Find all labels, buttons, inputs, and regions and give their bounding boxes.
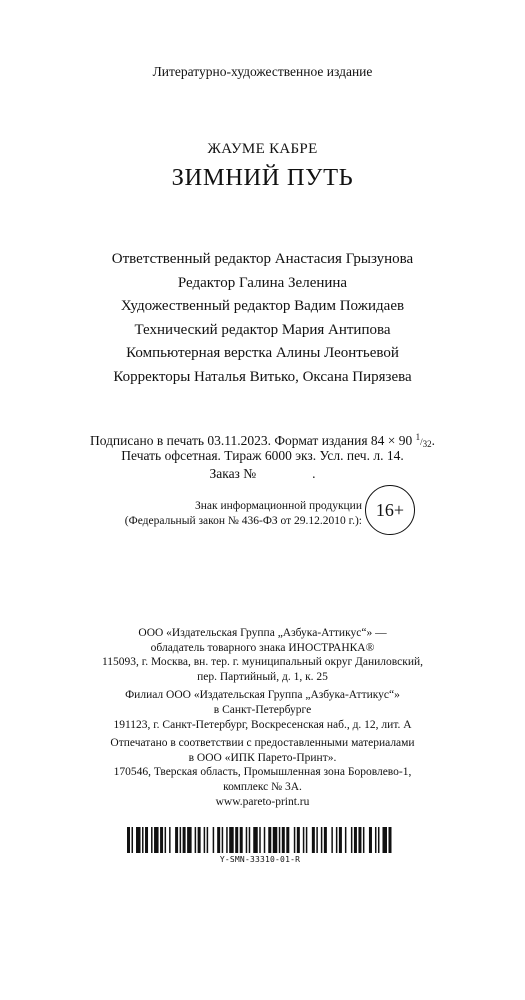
barcode-bar: [229, 827, 234, 853]
editorial-credits: [0, 248, 525, 390]
barcode-bar: [183, 827, 186, 853]
barcode-bar: [151, 827, 153, 853]
book-title: ЗИМНИЙ ПУТЬ: [171, 164, 354, 191]
age-rating-badge: 16+: [365, 485, 415, 535]
barcode-bar: [286, 827, 289, 853]
barcode-bar: [204, 827, 206, 853]
barcode-bar: [246, 827, 248, 853]
barcode-bar: [235, 827, 238, 853]
credit-line: Корректоры Наталья Витько, Оксана Пирязева: [113, 368, 412, 385]
barcode-bar: [294, 827, 296, 853]
barcode-bar: [187, 827, 192, 853]
barcode-bar: [321, 827, 323, 853]
barcode-bar: [160, 827, 163, 853]
barcode-bar: [145, 827, 148, 853]
branch-info: Филиал ООО «Издательская Группа „Азбука-Аттикус“» в Санкт-Петербурге 191123, г. Санкт-Петербург, Воскресенская наб., д. 12, лит. А: [113, 689, 412, 731]
barcode-bar: [303, 827, 305, 853]
imprint-block: [0, 626, 525, 813]
barcode-bar: [180, 827, 182, 853]
barcode-bar: [363, 827, 365, 853]
barcode-bar: [226, 827, 228, 853]
barcode-bar: [154, 827, 159, 853]
barcode-bar: [279, 827, 281, 853]
credit-line: Редактор Галина Зеленина: [177, 274, 348, 291]
barcode-bar: [339, 827, 342, 853]
format-fraction: 1/32: [415, 432, 432, 449]
barcode-bar: [259, 827, 261, 853]
barcode-bar: [375, 827, 377, 853]
barcode-bar: [369, 827, 372, 853]
credit-line: Художественный редактор Вадим Пожидаев: [120, 298, 405, 315]
publisher-info: ООО «Издательская Группа „Азбука-Аттикус“» — обладатель товарного знака ИНОСТРАНКА® 115093, г. Москва, вн. тер. г. муниципальный округ Даниловский, пер. Партийный, д. 1, к. 25: [101, 627, 424, 683]
barcode-bar: [207, 827, 209, 853]
barcode-bar: [198, 827, 201, 853]
barcode-bar: [136, 827, 141, 853]
barcode-bar: [268, 827, 271, 853]
barcode-bar: [282, 827, 285, 853]
barcode-bar: [312, 827, 315, 853]
barcode-bar: [127, 827, 130, 853]
barcode-bar: [382, 827, 387, 853]
barcode-bar: [331, 827, 333, 853]
barcode-bar: [249, 827, 251, 853]
barcode-bar: [345, 827, 347, 853]
print-info: [0, 428, 525, 484]
info-product-label: Знак информационной продукции (Федеральный закон № 436-ФЗ от 29.12.2010 г.):: [124, 500, 362, 527]
barcode-bar: [195, 827, 197, 853]
barcode-bar: [165, 827, 167, 853]
barcode-bar: [306, 827, 308, 853]
printer-info: Отпечатано в соответствии с предоставленными материалами в ООО «ИПК Парето-Принт». 170546, Тверская область, Промышленная зона Боровлево-1, комплекс № 3А. www.pareto-print.ru: [0, 736, 525, 809]
barcode-bar: [336, 827, 338, 853]
barcode-bar: [324, 827, 327, 853]
barcode-bar: [132, 827, 134, 853]
barcode-bar: [222, 827, 224, 853]
barcode-bar: [169, 827, 171, 853]
order-number-line: Заказ № .: [209, 466, 316, 481]
barcode-bar: [213, 827, 215, 853]
barcode-bar: [297, 827, 300, 853]
credit-line: Компьютерная верстка Алины Леонтьевой: [126, 345, 399, 362]
print-signed-text: Подписано в печать 03.11.2023. Формат издания 84 × 90: [89, 433, 416, 448]
barcode-bar: [142, 827, 144, 853]
barcode: [127, 827, 393, 858]
barcode-bar: [240, 827, 243, 853]
author-name: ЖАУМЕ КАБРЕ: [207, 141, 318, 157]
print-info-line: Подписано в печать 03.11.2023. Формат издания 84 × 90 1/32.: [89, 432, 436, 449]
barcode-bar: [253, 827, 258, 853]
barcode-bar: [351, 827, 353, 853]
printer-website: www.pareto-print.ru: [215, 795, 310, 808]
barcode-bars: [127, 827, 393, 853]
barcode-bar: [217, 827, 220, 853]
barcode-bar: [264, 827, 266, 853]
credit-line: Технический редактор Мария Антипова: [134, 321, 391, 338]
barcode-bar: [273, 827, 278, 853]
barcode-bar: [354, 827, 357, 853]
barcode-bar: [175, 827, 178, 853]
barcode-bar: [316, 827, 318, 853]
barcode-caption: Y-SMN-33310-01-R: [219, 855, 301, 864]
genre-label: Литературно-художественное издание: [152, 64, 373, 79]
barcode-bar: [378, 827, 380, 853]
print-info-line: Печать офсетная. Тираж 6000 экз. Усл. печ. л. 14.: [121, 447, 404, 463]
barcode-bar: [358, 827, 361, 853]
credit-line: Ответственный редактор Анастасия Грызунова: [111, 251, 414, 267]
barcode-bar: [388, 827, 391, 853]
